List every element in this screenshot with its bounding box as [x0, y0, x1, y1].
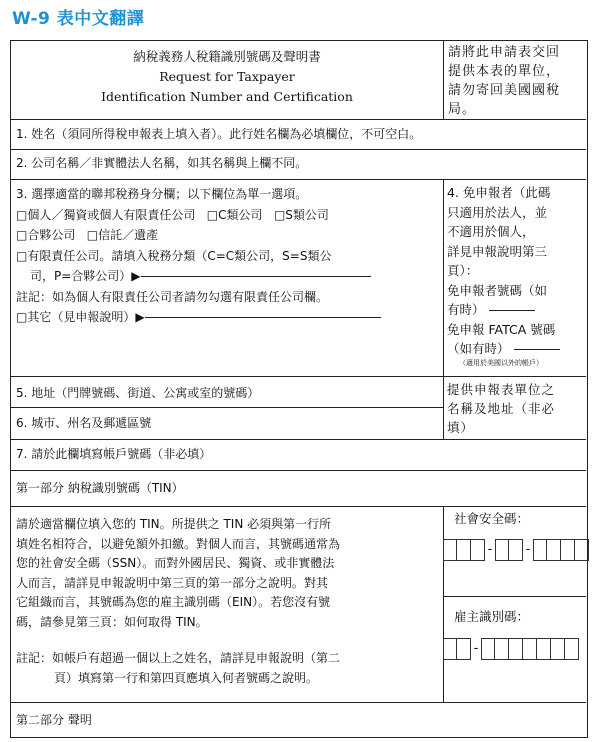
other-classification-input[interactable] — [145, 317, 381, 318]
ein-digit[interactable] — [495, 638, 509, 660]
ein-digit[interactable] — [443, 638, 457, 660]
llc-classification-input[interactable] — [141, 276, 371, 277]
checkbox-other[interactable]: □其它（見申報說明）▶ — [16, 310, 145, 324]
exemptions-text: 只適用於法人，並 — [447, 204, 548, 220]
ssn-digit[interactable] — [547, 539, 561, 561]
llc-classification-label: 司，P=合夥公司）▶ — [30, 269, 141, 283]
checkbox-c-corp[interactable]: □C類公司 — [206, 207, 263, 222]
part1-title: 第一部分 納稅識別號碼（TIN） — [16, 481, 184, 495]
ssn-digit[interactable] — [561, 539, 575, 561]
part1-text: 人而言，請詳見申報說明中第三頁的第一部分之說明。對其 — [16, 575, 329, 590]
w9-form — [10, 40, 588, 738]
part1-text: 請於適當欄位填入您的 TIN。所提供之 TIN 必須與第一行所 — [16, 517, 332, 531]
ssn-input[interactable] — [443, 539, 589, 565]
return-note — [448, 43, 586, 119]
ssn-digit[interactable] — [533, 539, 547, 561]
city-state-zip-label: 6. 城市、州名及郵遞區號 — [16, 416, 152, 430]
exemptions-text: 頁）： — [447, 263, 479, 278]
ssn-digit[interactable] — [509, 539, 523, 561]
form-title-en-2: Identification Number and Certification — [101, 89, 353, 104]
ssn-digit[interactable] — [471, 539, 485, 561]
ein-digit[interactable] — [457, 638, 471, 660]
part1-instructions — [16, 515, 441, 688]
checkbox-partnership[interactable]: □合夥公司 — [16, 228, 76, 242]
exemptions-text: 詳見申報說明第三 — [447, 243, 548, 259]
return-note-line: 請將此申請表交回 — [448, 45, 561, 60]
ssn-digit[interactable] — [495, 539, 509, 561]
ein-digit[interactable] — [537, 638, 551, 660]
part1-text: 您的社會安全碼（SSN）。而對外國居民、獨資、或非實體法 — [16, 556, 335, 570]
account-number-field[interactable] — [16, 446, 581, 463]
tax-classification-block — [16, 184, 441, 328]
requester-label: 提供申報表單位之 — [447, 382, 556, 397]
part1-text: 碼，請參見第三頁：如何取得 TIN。 — [16, 614, 208, 629]
ssn-digit[interactable] — [443, 539, 457, 561]
return-note-line: 局。 — [448, 102, 477, 117]
ein-digit[interactable] — [509, 638, 523, 660]
page-title: W-9 表中文翻譯 — [12, 9, 145, 29]
checkbox-llc[interactable]: □有限責任公司。請填入稅務分類（C=C類公司，S=S類公 — [16, 248, 332, 263]
fatca-code-input[interactable] — [514, 349, 560, 350]
requester-label: 填） — [447, 420, 475, 435]
ein-label: 雇主識別碼： — [454, 609, 530, 624]
ein-input[interactable] — [443, 638, 579, 664]
ssn-label: 社會安全碼： — [454, 511, 530, 526]
business-name-field[interactable] — [16, 155, 581, 172]
account-number-label: 7. 請於此欄填寫帳戶號碼（非必填） — [16, 447, 212, 461]
ein-digit[interactable] — [551, 638, 565, 660]
ein-digit[interactable] — [481, 638, 495, 660]
checkbox-trust[interactable]: □信託／遺產 — [86, 228, 159, 242]
address-label: 5. 地址（門牌號碼、街道、公寓或室的號碼） — [16, 386, 260, 400]
exempt-payee-code-label: 有時） — [447, 302, 485, 317]
form-title-block — [11, 47, 443, 117]
part1-text: 填姓名相符合，以避免額外扣繳。對個人而言，其號碼通常為 — [16, 536, 341, 551]
tax-classification-heading: 3. 選擇適當的聯邦稅務身分欄；以下欄位為單一選項。 — [16, 187, 308, 201]
ein-digit[interactable] — [565, 638, 579, 660]
form-title-en-1: Request for Taxpayer — [159, 69, 295, 84]
part2-title: 第二部分 聲明 — [16, 713, 92, 727]
llc-note: 註記：如為個人有限責任公司者請勿勾選有限責任公司欄。 — [16, 289, 329, 304]
exemptions-text: 不適用於個人， — [447, 224, 535, 239]
fatca-note: （適用於美國以外的帳戶） — [459, 358, 543, 367]
part1-note: 頁）填寫第一行和第四頁應填入何者號碼之說明。 — [54, 670, 319, 685]
ssn-dash: - — [525, 542, 531, 557]
address-field[interactable] — [16, 385, 436, 402]
exemptions-text: 4. 免申報者（此碼 — [447, 185, 551, 200]
return-note-line: 提供本表的單位， — [448, 64, 561, 79]
ssn-digit[interactable] — [575, 539, 589, 561]
fatca-code-label: 免申報 FATCA 號碼 — [447, 321, 556, 337]
checkbox-s-corp[interactable]: □S類公司 — [273, 207, 329, 222]
business-name-label: 2. 公司名稱／非實體法人名稱，如其名稱與上欄不同。 — [16, 156, 308, 170]
city-state-zip-field[interactable] — [16, 415, 436, 432]
ein-dash: - — [473, 641, 479, 656]
form-title-zh: 納稅義務人稅籍識別號碼及聲明書 — [133, 49, 321, 64]
name-label: 1. 姓名（須同所得稅申報表上填入者）。此行姓名欄為必填欄位，不可空白。 — [16, 127, 422, 141]
fatca-code-label: （如有時） — [447, 341, 510, 356]
name-field[interactable] — [16, 126, 581, 143]
exempt-payee-code-input[interactable] — [489, 310, 535, 311]
exemptions-block — [447, 183, 587, 368]
part1-text: 它組織而言，其號碼為您的雇主識別碼（EIN）。若您沒有號 — [16, 595, 331, 609]
ssn-digit[interactable] — [457, 539, 471, 561]
ein-digit[interactable] — [523, 638, 537, 660]
requester-block[interactable] — [447, 380, 587, 437]
return-note-line: 請勿寄回美國國稅 — [448, 83, 561, 98]
ssn-dash: - — [487, 542, 493, 557]
requester-label: 名稱及地址（非必 — [447, 401, 556, 416]
part1-note: 註記：如帳戶有超過一個以上之姓名，請詳見申報說明（第二 — [16, 651, 341, 665]
exempt-payee-code-label: 免申報者號碼（如 — [447, 282, 548, 298]
checkbox-individual[interactable]: □個人／獨資或個人有限責任公司 — [16, 207, 196, 222]
